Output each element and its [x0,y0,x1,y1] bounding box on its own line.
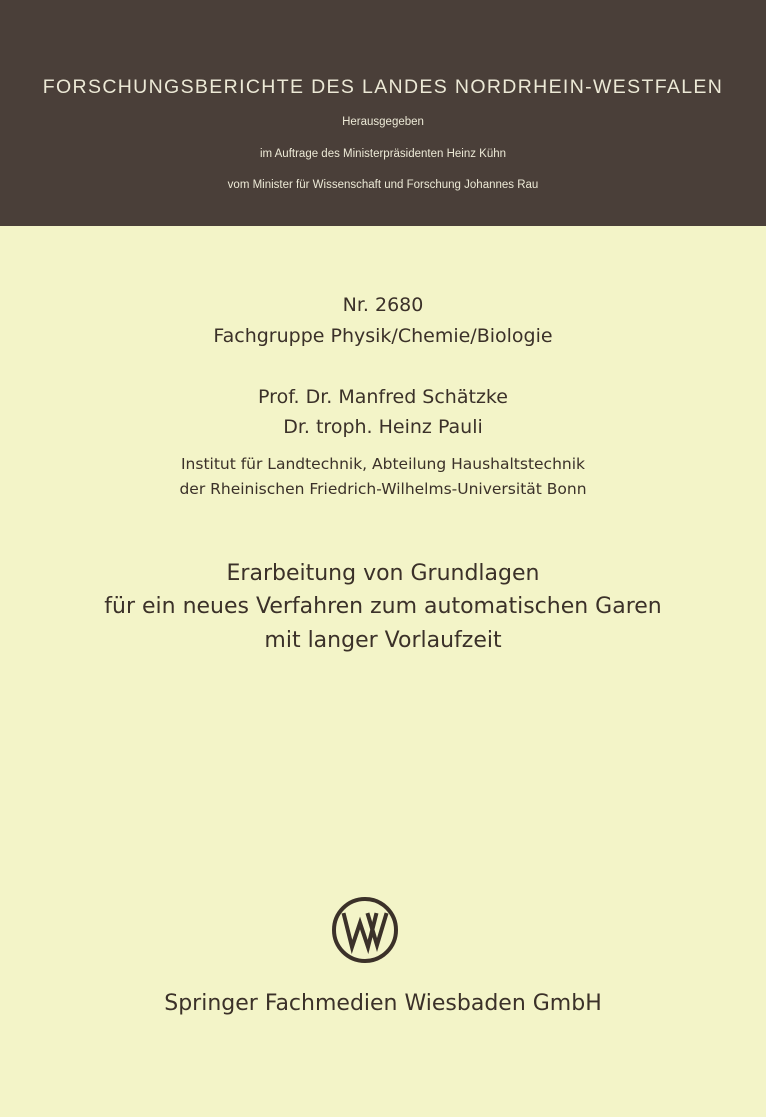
springer-vieweg-wv-logo-icon [330,895,400,965]
author-2: Dr. troph. Heinz Pauli [283,416,483,438]
institution-line-1: Institut für Landtechnik, Abteilung Haushaltstechnik [180,455,586,473]
editor-line-1: Herausgegeben [342,116,424,128]
report-number: Nr. 2680 [342,294,424,316]
title-line-2: für ein neues Verfahren zum automatischen Garen [104,594,662,619]
header-band [0,0,766,226]
institution-line-2: der Rheinischen Friedrich-Wilhelms-Universität Bonn [179,480,587,498]
publisher-name: Springer Fachmedien Wiesbaden GmbH [164,991,602,1016]
title-line-3: mit langer Vorlaufzeit [264,628,502,653]
subject-group: Fachgruppe Physik/Chemie/Biologie [213,325,553,347]
editor-line-2: im Auftrage des Ministerpräsidenten Heinz Kühn [259,148,507,160]
editor-line-3: vom Minister für Wissenschaft und Forschung Johannes Rau [227,179,539,191]
title-line-1: Erarbeitung von Grundlagen [226,561,540,586]
series-title: FORSCHUNGSBERICHTE DES LANDES NORDRHEIN-WESTFALEN [42,76,724,98]
author-1: Prof. Dr. Manfred Schätzke [258,386,508,408]
